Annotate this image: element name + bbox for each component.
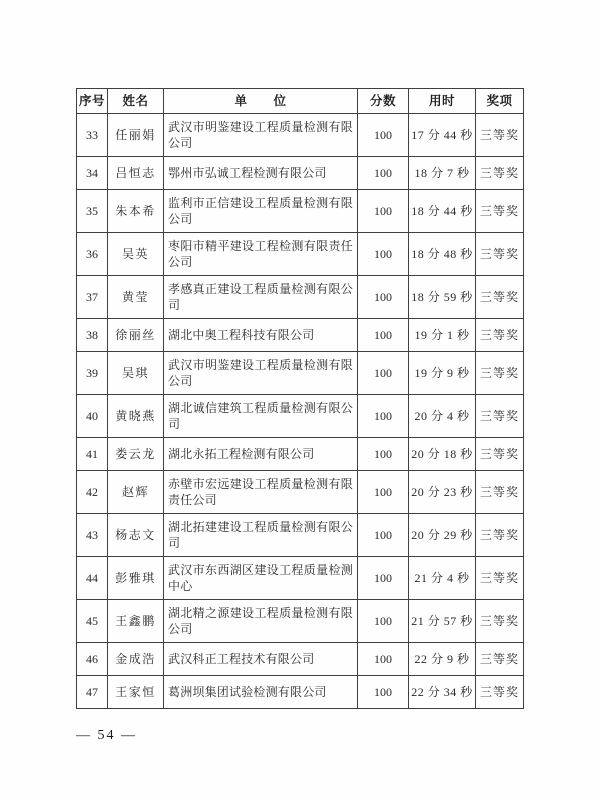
cell-score: 100	[358, 514, 409, 557]
cell-no: 46	[77, 643, 108, 676]
cell-award: 三等奖	[476, 471, 524, 514]
header-name: 姓名	[108, 89, 164, 114]
table-row	[77, 514, 524, 557]
cell-unit: 湖北永拓工程检测有限公司	[164, 438, 358, 471]
results-table	[76, 88, 524, 709]
cell-no: 38	[77, 319, 108, 352]
cell-award: 三等奖	[476, 352, 524, 395]
cell-score: 100	[358, 395, 409, 438]
cell-unit: 湖北中奥工程科技有限公司	[164, 319, 358, 352]
cell-time: 19 分 9 秒	[409, 352, 476, 395]
cell-time: 18 分 7 秒	[409, 157, 476, 190]
cell-award: 三等奖	[476, 438, 524, 471]
cell-no: 37	[77, 276, 108, 319]
cell-no: 41	[77, 438, 108, 471]
cell-score: 100	[358, 676, 409, 709]
table-body	[77, 114, 524, 709]
cell-time: 20 分 23 秒	[409, 471, 476, 514]
cell-unit: 武汉市明鉴建设工程质量检测有限公司	[164, 114, 358, 157]
cell-time: 22 分 9 秒	[409, 643, 476, 676]
cell-name: 王鑫鹏	[108, 600, 164, 643]
cell-award: 三等奖	[476, 190, 524, 233]
cell-unit: 枣阳市精平建设工程检测有限责任公司	[164, 233, 358, 276]
cell-award: 三等奖	[476, 157, 524, 190]
cell-no: 35	[77, 190, 108, 233]
cell-score: 100	[358, 600, 409, 643]
table-row	[77, 157, 524, 190]
cell-no: 43	[77, 514, 108, 557]
cell-no: 33	[77, 114, 108, 157]
cell-no: 42	[77, 471, 108, 514]
cell-score: 100	[358, 471, 409, 514]
cell-award: 三等奖	[476, 643, 524, 676]
cell-no: 40	[77, 395, 108, 438]
table-row	[77, 395, 524, 438]
cell-score: 100	[358, 190, 409, 233]
cell-time: 17 分 44 秒	[409, 114, 476, 157]
cell-unit: 武汉市明鉴建设工程质量检测有限公司	[164, 352, 358, 395]
cell-award: 三等奖	[476, 600, 524, 643]
cell-no: 44	[77, 557, 108, 600]
cell-award: 三等奖	[476, 557, 524, 600]
table-row	[77, 438, 524, 471]
cell-time: 18 分 44 秒	[409, 190, 476, 233]
table-header	[77, 89, 524, 114]
cell-unit: 葛洲坝集团试验检测有限公司	[164, 676, 358, 709]
cell-award: 三等奖	[476, 514, 524, 557]
cell-name: 黄晓燕	[108, 395, 164, 438]
cell-unit: 湖北拓建建设工程质量检测有限公司	[164, 514, 358, 557]
cell-unit: 鄂州市弘诚工程检测有限公司	[164, 157, 358, 190]
cell-name: 吴英	[108, 233, 164, 276]
cell-name: 金成浩	[108, 643, 164, 676]
cell-no: 34	[77, 157, 108, 190]
cell-unit: 孝感真正建设工程质量检测有限公司	[164, 276, 358, 319]
cell-name: 任丽娟	[108, 114, 164, 157]
table-row	[77, 471, 524, 514]
cell-score: 100	[358, 643, 409, 676]
header-unit: 单 位	[164, 89, 358, 114]
cell-score: 100	[358, 319, 409, 352]
header-row	[77, 89, 524, 114]
cell-award: 三等奖	[476, 114, 524, 157]
cell-name: 王家恒	[108, 676, 164, 709]
cell-time: 20 分 18 秒	[409, 438, 476, 471]
page-number: — 54 —	[76, 728, 137, 743]
cell-score: 100	[358, 114, 409, 157]
header-score: 分数	[358, 89, 409, 114]
cell-score: 100	[358, 276, 409, 319]
cell-unit: 武汉科正工程技术有限公司	[164, 643, 358, 676]
cell-unit: 湖北精之源建设工程质量检测有限公司	[164, 600, 358, 643]
cell-name: 徐丽丝	[108, 319, 164, 352]
cell-name: 彭雅琪	[108, 557, 164, 600]
table-row	[77, 114, 524, 157]
cell-award: 三等奖	[476, 676, 524, 709]
cell-name: 朱本希	[108, 190, 164, 233]
cell-no: 45	[77, 600, 108, 643]
cell-award: 三等奖	[476, 319, 524, 352]
header-time: 用时	[409, 89, 476, 114]
cell-award: 三等奖	[476, 395, 524, 438]
cell-time: 19 分 1 秒	[409, 319, 476, 352]
cell-time: 22 分 34 秒	[409, 676, 476, 709]
table-row	[77, 643, 524, 676]
cell-score: 100	[358, 233, 409, 276]
table-row	[77, 352, 524, 395]
cell-score: 100	[358, 157, 409, 190]
cell-name: 杨志文	[108, 514, 164, 557]
cell-score: 100	[358, 557, 409, 600]
cell-time: 18 分 59 秒	[409, 276, 476, 319]
cell-time: 20 分 29 秒	[409, 514, 476, 557]
table-row	[77, 600, 524, 643]
cell-name: 娄云龙	[108, 438, 164, 471]
cell-award: 三等奖	[476, 233, 524, 276]
cell-no: 39	[77, 352, 108, 395]
table-row	[77, 676, 524, 709]
table-row	[77, 276, 524, 319]
cell-time: 20 分 4 秒	[409, 395, 476, 438]
cell-unit: 湖北诚信建筑工程质量检测有限公司	[164, 395, 358, 438]
cell-score: 100	[358, 352, 409, 395]
cell-time: 18 分 48 秒	[409, 233, 476, 276]
cell-unit: 赤壁市宏远建设工程质量检测有限责任公司	[164, 471, 358, 514]
table-row	[77, 190, 524, 233]
header-award: 奖项	[476, 89, 524, 114]
cell-name: 黄莹	[108, 276, 164, 319]
cell-no: 47	[77, 676, 108, 709]
header-no: 序号	[77, 89, 108, 114]
table-row	[77, 233, 524, 276]
cell-award: 三等奖	[476, 276, 524, 319]
cell-no: 36	[77, 233, 108, 276]
table-row	[77, 319, 524, 352]
cell-unit: 监利市正信建设工程质量检测有限公司	[164, 190, 358, 233]
cell-name: 吴琪	[108, 352, 164, 395]
cell-unit: 武汉市东西湖区建设工程质量检测中心	[164, 557, 358, 600]
table-row	[77, 557, 524, 600]
cell-name: 吕恒志	[108, 157, 164, 190]
cell-name: 赵辉	[108, 471, 164, 514]
cell-time: 21 分 57 秒	[409, 600, 476, 643]
cell-score: 100	[358, 438, 409, 471]
cell-time: 21 分 4 秒	[409, 557, 476, 600]
